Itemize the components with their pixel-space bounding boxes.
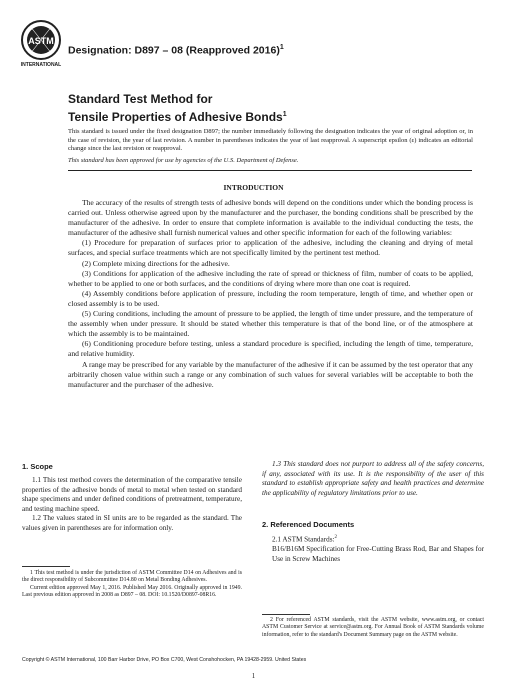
safety-paragraph: 1.3 This standard does not purport to address all of the safety concerns, if any, associated with its use. It is the responsibility of the user of this standard to establish appropriate safety and health practices and determine the applicability of regulatory limitations prior to use. (262, 460, 484, 497)
footnote: 1 This test method is under the jurisdiction of ASTM Committee D14 on Adhesives and is the direct responsibility of Subcommittee D14.80 on Metal Bonding Adhesives. (22, 570, 242, 584)
designation (68, 44, 284, 57)
astm-standards-subheading-text: 2.1 ASTM Standards: (272, 535, 335, 544)
approval-note: This standard has been approved for use by agencies of the U.S. Department of Defense. (68, 157, 299, 164)
referenced-documents-body (262, 533, 484, 564)
referenced-standard-item: B16/B16M Specification for Free-Cutting Brass Rod, Bar and Shapes for Use in Screw Machines (272, 544, 484, 563)
footnote: 2 For referenced ASTM standards, visit the ASTM website, www.astm.org, or contact ASTM Customer Service at service@astm.org. For Annual Book of ASTM Standards volume information, refer to the standard's Document Summary page on the ASTM website. (262, 617, 484, 638)
astm-standards-subheading (262, 533, 484, 545)
intro-paragraph: (3) Conditions for application of the adhesive including the rate of spread or thickness of film, number of coats to be applied, whether to be applied to one or both surfaces, and the conditions of drying where more than one coat is required. (68, 268, 473, 288)
footnote-rule-right (262, 614, 310, 615)
intro-paragraph: (4) Assembly conditions before application of pressure, including the room temperature, length of time, and whether open or closed assembly is to be used. (68, 288, 473, 308)
referenced-documents-heading: 2. Referenced Documents (262, 520, 355, 529)
safety-statement (262, 460, 484, 498)
page-number: 1 (251, 672, 256, 680)
scope-paragraph: 1.1 This test method covers the determination of the comparative tensile properties of the adhesive bonds of metal to metal when tested on standard shape specimens and under defined conditions of pretreatment, temperature, and testing machine speed. (22, 476, 242, 513)
svg-text:ASTM: ASTM (28, 36, 54, 46)
designation-footnote-marker: 1 (279, 44, 284, 51)
scope-paragraph: 1.2 The values stated in SI units are to be regarded as the standard. The values given in parentheses are for information only. (22, 514, 242, 532)
intro-paragraph: A range may be prescribed for any variable by the manufacturer of the adhesive if it can be assumed by the test operator that any arbitrarily chosen value within such a range or any combination of such values for several variables will be acceptable to both the manufacturer and the purchaser of the adhesive. (68, 359, 473, 389)
introduction-body (68, 198, 473, 390)
scope-heading: 1. Scope (22, 462, 53, 471)
intro-paragraph: The accuracy of the results of strength tests of adhesive bonds will depend on the conditions under which the bonding process is carried out. Unless otherwise agreed upon by the manufacturer and the purchaser, the bonding conditions shall be prescribed by the manufacturer of the adhesive. In order to ensure that complete information is available to the individual conducting the tests, the manufacturer of the adhesive shall furnish numerical values and other specific information for each of the following variables: (68, 198, 473, 238)
logo-caption: INTERNATIONAL (20, 62, 62, 68)
intro-paragraph: (6) Conditioning procedure before testing, unless a standard procedure is specified, including the length of time, temperature, and relative humidity. (68, 339, 473, 359)
scope-body (22, 476, 242, 534)
title-line-1: Standard Test Method for (68, 92, 213, 106)
intro-paragraph: (2) Complete mixing directions for the adhesive. (82, 258, 230, 268)
copyright-line: Copyright © ASTM International, 100 Barr Harbor Drive, PO Box C700, West Conshohocken, PA 19428-2959. United States (22, 657, 307, 663)
designation-text: Designation: D897 – 08 (Reapproved 2016) (68, 44, 280, 57)
section-divider (68, 170, 472, 171)
footnote: Current edition approved May 1, 2016. Published May 2016. Originally approved in 1949. Last previous edition approved in 2008 as D897 – 08. DOI: 10.1520/D0897-08R16. (22, 584, 242, 599)
astm-standards-footnote-marker: 2 (334, 535, 337, 540)
intro-paragraph: (5) Curing conditions, including the amount of pressure to be applied, the length of time under pressure, and the temperature of the assembly when under pressure. It should be stated whether this temperature is that of the bond line, or of the atmosphere at which the assembly is to be maintained. (68, 309, 473, 339)
footnotes-left (22, 570, 242, 600)
title-line-2: Tensile Properties of Adhesive Bonds (68, 110, 283, 124)
title-footnote-marker: 1 (282, 111, 287, 118)
introduction-heading: INTRODUCTION (223, 183, 284, 192)
intro-paragraph: (1) Procedure for preparation of surfaces prior to application of the adhesive, including the cleaning and drying of metal surfaces, and special surface treatments which are not specifically limited by the pertinent test method. (68, 238, 473, 258)
footnote-rule-left (22, 566, 70, 567)
standard-note: This standard is issued under the fixed designation D897; the number immediately following the designation indicates the year of original adoption or, in the case of revision, the year of last revision. A number in parentheses indicates the year of last reapproval. A superscript epsilon (ε) indicates an editorial change since the last revision or reapproval. (68, 128, 473, 153)
footnotes-right (262, 617, 484, 639)
astm-logo (18, 18, 64, 76)
document-title (68, 92, 287, 125)
